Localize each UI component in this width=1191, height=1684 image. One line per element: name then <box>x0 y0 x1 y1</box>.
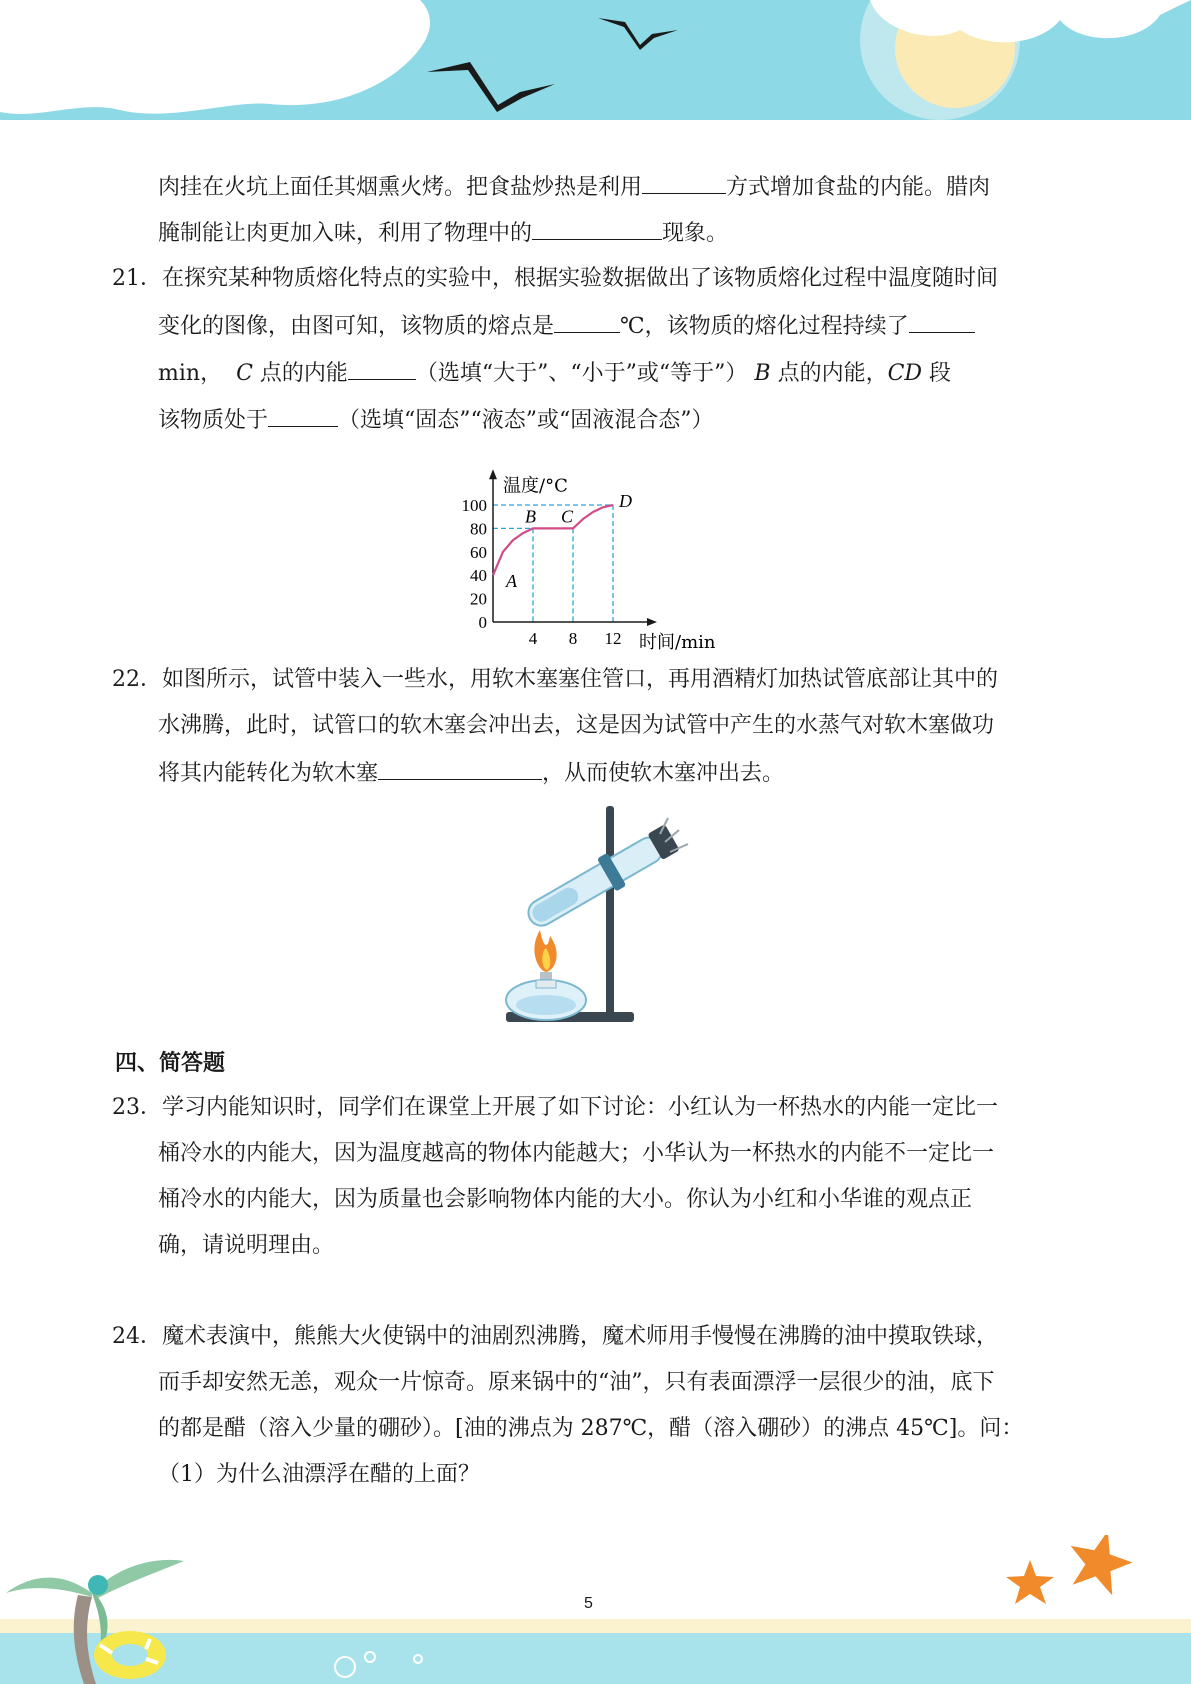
y-tick-label: 60 <box>470 542 487 562</box>
q24-line4: （1）为什么油漂浮在醋的上面？ <box>158 1462 480 1487</box>
q23-line2: 桶冷水的内能大，因为温度越高的物体内能越大；小华认为一杯热水的内能不一定比一 <box>158 1141 995 1166</box>
point-label: C <box>561 506 574 527</box>
question-number: 21． <box>112 266 162 291</box>
q22-line1: 22．如图所示，试管中装入一些水，用软木塞塞住管口，再用酒精灯加热试管底部让其中的 <box>112 667 999 692</box>
q24-line1: 24．魔术表演中，熊熊大火使锅中的油剧烈沸腾，魔术师用手慢慢在沸腾的油中摸取铁球， <box>112 1324 999 1349</box>
point-label: A <box>506 571 517 592</box>
point-label: D <box>619 491 632 511</box>
test-tube-apparatus-illustration <box>500 800 700 1030</box>
y-tick-label: 20 <box>470 589 487 609</box>
q21-blank-melting-point[interactable] <box>554 310 620 333</box>
y-tick-label: 40 <box>470 566 487 586</box>
y-tick-label: 80 <box>470 519 487 539</box>
q20-blank-1[interactable] <box>642 171 726 194</box>
question-number: 22． <box>112 667 162 692</box>
q23-line3: 桶冷水的内能大，因为质量也会影响物体内能的大小。你认为小红和小华谁的观点正 <box>158 1187 973 1212</box>
y-axis-arrow <box>489 469 497 479</box>
q24-line3: 的都是醋（溶入少量的硼砂）。[油的沸点为 287℃，醋（溶入硼砂）的沸点 45℃]。问： <box>158 1416 1024 1441</box>
q20-line2: 腌制能让肉更加入味，利用了物理中的 现象。 <box>158 217 728 249</box>
footer-decoration <box>0 1535 1191 1684</box>
q21-line3: min， C 点的内能 （选填“大于”、“小于”或“等于”） B 点的内能，CD 段 <box>158 357 951 389</box>
q21-blank-duration[interactable] <box>909 310 975 333</box>
q24-line2: 而手却安然无恙，观众一片惊奇。原来锅中的“油”，只有表面漂浮一层很少的油，底下 <box>158 1370 995 1395</box>
q21-line4: 该物质处于 （选填“固态”“液态”或“固液混合态”） <box>158 404 714 436</box>
q21-line2: 变化的图像，由图可知，该物质的熔点是 ℃，该物质的熔化过程持续了 <box>158 310 975 342</box>
q20-blank-2[interactable] <box>532 217 662 240</box>
header-decoration <box>0 0 1191 125</box>
y-tick-label: 100 <box>461 496 487 515</box>
question-number: 23． <box>112 1095 162 1120</box>
question-number: 24． <box>112 1324 162 1349</box>
point-label: B <box>525 506 536 527</box>
y-tick-label: 0 <box>478 613 487 632</box>
q21-line1: 21．在探究某种物质熔化特点的实验中，根据实验数据做出了该物质熔化过程中温度随时间 <box>112 266 999 291</box>
q23-line4: 确，请说明理由。 <box>158 1233 335 1258</box>
q23-line1: 23．学习内能知识时，同学们在课堂上开展了如下讨论：小红认为一杯热水的内能一定比一 <box>112 1095 999 1120</box>
q20-line1: 肉挂在火坑上面任其烟熏火烤。把食盐炒热是利用 方式增加食盐的内能。腊肉 <box>158 171 990 203</box>
q21-blank-state[interactable] <box>268 404 338 427</box>
q22-line3: 将其内能转化为软木塞 ，从而使软木塞冲出去。 <box>158 757 784 789</box>
x-tick-label: 4 <box>528 629 538 648</box>
q22-line2: 水沸腾，此时，试管口的软木塞会冲出去，这是因为试管中产生的水蒸气对软木塞做功 <box>158 713 995 738</box>
data-series-line <box>493 505 613 575</box>
starfish-icon <box>1006 1535 1139 1604</box>
q22-blank[interactable] <box>378 757 542 780</box>
section-title: 四、简答题 <box>115 1051 226 1076</box>
y-axis-label: 温度/°C <box>503 475 568 497</box>
x-tick-label: 8 <box>568 629 578 648</box>
swim-ring-icon <box>94 1631 166 1679</box>
melting-curve-chart <box>440 445 740 650</box>
page-number: 5 <box>584 1595 593 1612</box>
x-axis-label: 时间/min <box>639 632 716 650</box>
x-tick-label: 12 <box>604 629 622 648</box>
q21-blank-compare[interactable] <box>348 357 416 380</box>
x-axis-arrow <box>647 618 657 626</box>
